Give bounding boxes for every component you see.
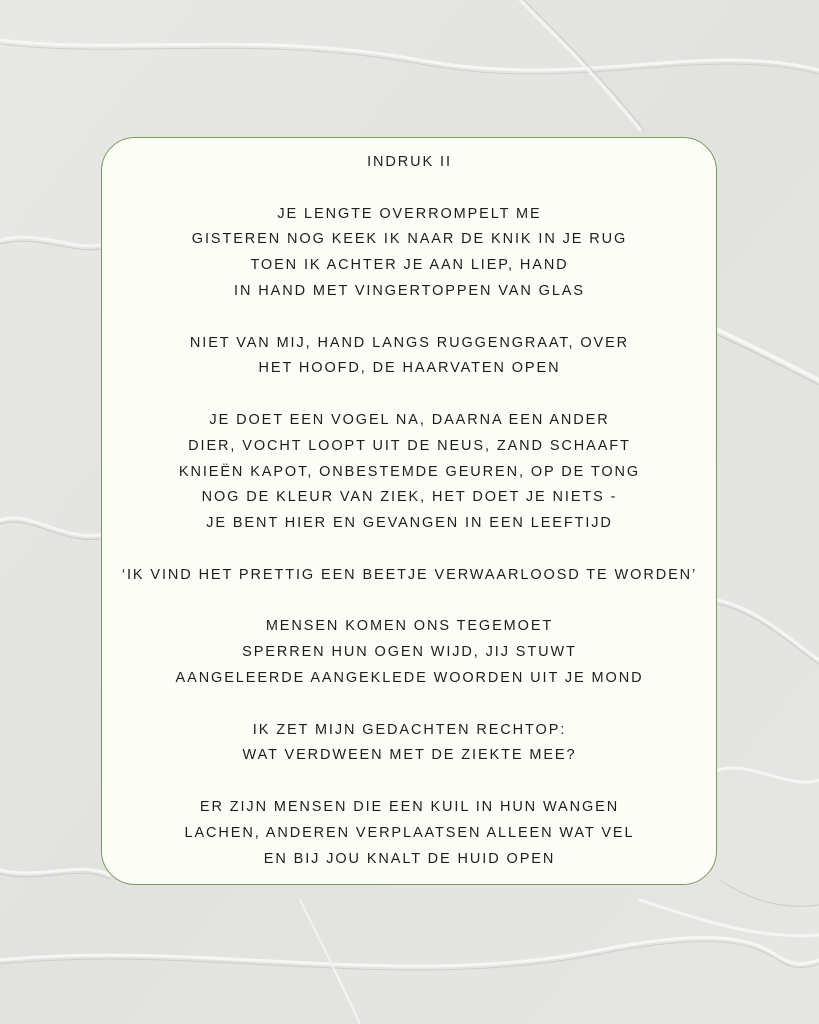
poem-line: EN BIJ JOU KNALT DE HUID OPEN: [263, 850, 556, 867]
poem-line: SPERREN HUN OGEN WIJD, JIJ STUWT: [242, 644, 577, 661]
poem-line: KNIEËN KAPOT, ONBESTEMDE GEUREN, OP DE TONG: [178, 463, 641, 480]
poem-line: NOG DE KLEUR VAN ZIEK, HET DOET JE NIETS -: [201, 489, 618, 506]
poem-line: MENSEN KOMEN ONS TEGEMOET: [265, 618, 554, 635]
stanza-gap: [0, 176, 819, 202]
poem-line: ER ZIJN MENSEN DIE EEN KUIL IN HUN WANGEN: [199, 798, 620, 815]
poem-line: NIET VAN MIJ, HAND LANGS RUGGENGRAAT, OVER: [189, 334, 630, 351]
stanza-gap: [0, 305, 819, 331]
stanza-gap: [0, 382, 819, 408]
stanza-gap: [0, 589, 819, 615]
poem-title: INDRUK II: [367, 154, 452, 170]
poem-line: HET HOOFD, DE HAARVATEN OPEN: [258, 360, 561, 377]
poem-line: TOEN IK ACHTER JE AAN LIEP, HAND: [250, 257, 569, 274]
poem-line: JE BENT HIER EN GEVANGEN IN EEN LEEFTIJD: [206, 515, 613, 532]
poem-line: LACHEN, ANDEREN VERPLAATSEN ALLEEN WAT VEL: [184, 824, 635, 841]
stanza-gap: [0, 769, 819, 795]
stanza-gap: [0, 692, 819, 718]
poem: [0, 150, 819, 872]
poem-line: JE DOET EEN VOGEL NA, DAARNA EEN ANDER: [209, 411, 610, 428]
poem-line: JE LENGTE OVERROMPELT ME: [277, 205, 542, 222]
poem-line: WAT VERDWEEN MET DE ZIEKTE MEE?: [242, 747, 577, 764]
poem-line: AANGELEERDE AANGEKLEDE WOORDEN UIT JE MOND: [175, 669, 644, 686]
poem-line: IN HAND MET VINGERTOPPEN VAN GLAS: [234, 282, 585, 299]
stanza-gap: [0, 537, 819, 563]
poem-line: GISTEREN NOG KEEK IK NAAR DE KNIK IN JE RUG: [191, 231, 628, 248]
poem-line: IK ZET MIJN GEDACHTEN RECHTOP:: [252, 721, 567, 738]
poem-line: DIER, VOCHT LOOPT UIT DE NEUS, ZAND SCHAAFT: [188, 437, 631, 454]
poem-line: ‘IK VIND HET PRETTIG EEN BEETJE VERWAARLOOSD TE WORDEN’: [121, 566, 698, 583]
